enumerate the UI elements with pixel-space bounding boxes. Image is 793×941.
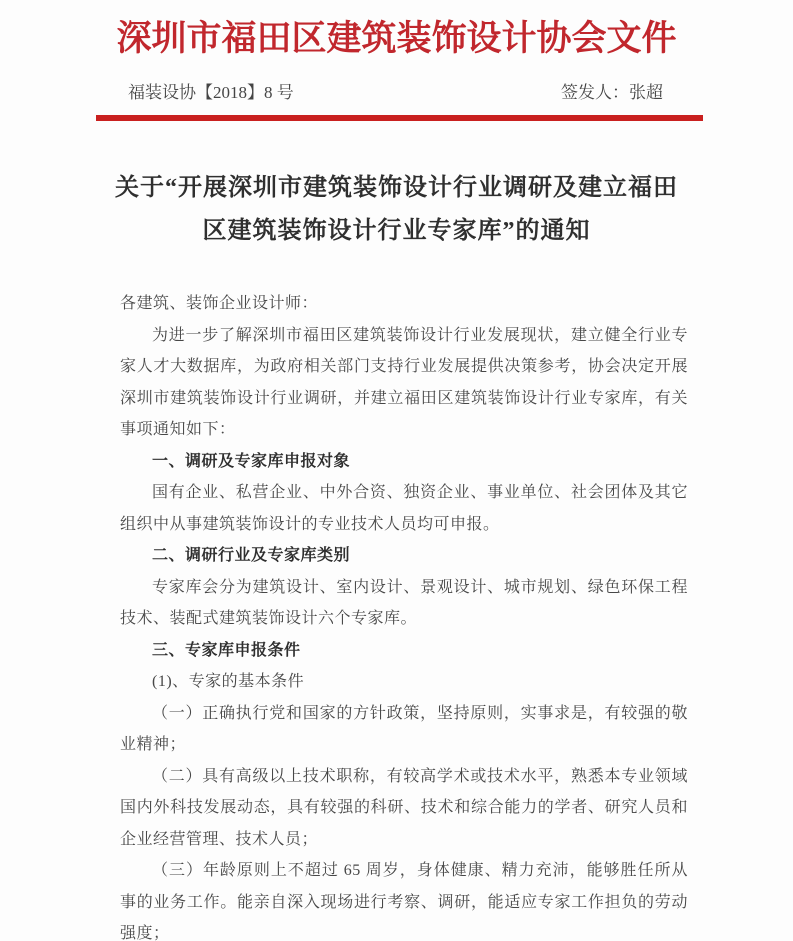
issuer [561, 82, 663, 104]
section-2-heading: 二、调研行业及专家库类别 [152, 547, 351, 564]
section-1-heading: 一、调研及专家库申报对象 [152, 452, 351, 470]
doc-number: 福装设协【2018】8 号 [128, 83, 294, 102]
notice-title [0, 167, 793, 253]
condition-3: （三）年龄原则上不超过 65 周岁，身体健康、精力充沛，能够胜任所从事的业务工作。能亲自深入现场进行考察、调研，能适应专家工作担负的劳动强度； [120, 862, 688, 941]
condition-1: （一）正确执行党和国家的方针政策，坚持原则，实事求是，有较强的敬业精神； [120, 704, 688, 753]
section-3-heading: 三、专家库申报条件 [152, 641, 301, 659]
issuer-label: 签发人： [561, 83, 629, 102]
org-title: 深圳市福田区建筑装饰设计协会文件 [116, 19, 677, 58]
issuer-name: 张超 [629, 83, 663, 102]
red-divider-rule [96, 115, 703, 121]
notice-title-line-1: 关于“开展深圳市建筑装饰设计行业调研及建立福田 [115, 175, 678, 201]
section-2-text: 专家库会分为建筑设计、室内设计、景观设计、城市规划、绿色环保工程技术、装配式建筑装饰设计六个专家库。 [120, 578, 688, 627]
section-3-subheading: (1)、专家的基本条件 [152, 673, 305, 690]
section-1-text: 国有企业、私营企业、中外合资、独资企业、事业单位、社会团体及其它组织中从事建筑装饰设计的专业技术人员均可申报。 [120, 484, 688, 533]
salutation: 各建筑、装饰企业设计师： [120, 295, 319, 312]
condition-2: （二）具有高级以上技术职称，有较高学术或技术水平，熟悉本专业领域国内外科技发展动态，具有较强的科研、技术和综合能力的学者、研究人员和企业经营管理、技术人员； [120, 767, 688, 848]
notice-title-line-2: 区建筑装饰设计行业专家库”的通知 [202, 218, 591, 244]
document-body [120, 288, 688, 941]
paragraph-intro: 为进一步了解深圳市福田区建筑装饰设计行业发展现状，建立健全行业专家人才大数据库，为政府相关部门支持行业发展提供决策参考，协会决定开展深圳市建筑装饰设计行业调研，并建立福田区建筑装饰设计行业专家库，有关事项通知如下： [120, 326, 688, 438]
doc-meta-row [0, 82, 793, 104]
